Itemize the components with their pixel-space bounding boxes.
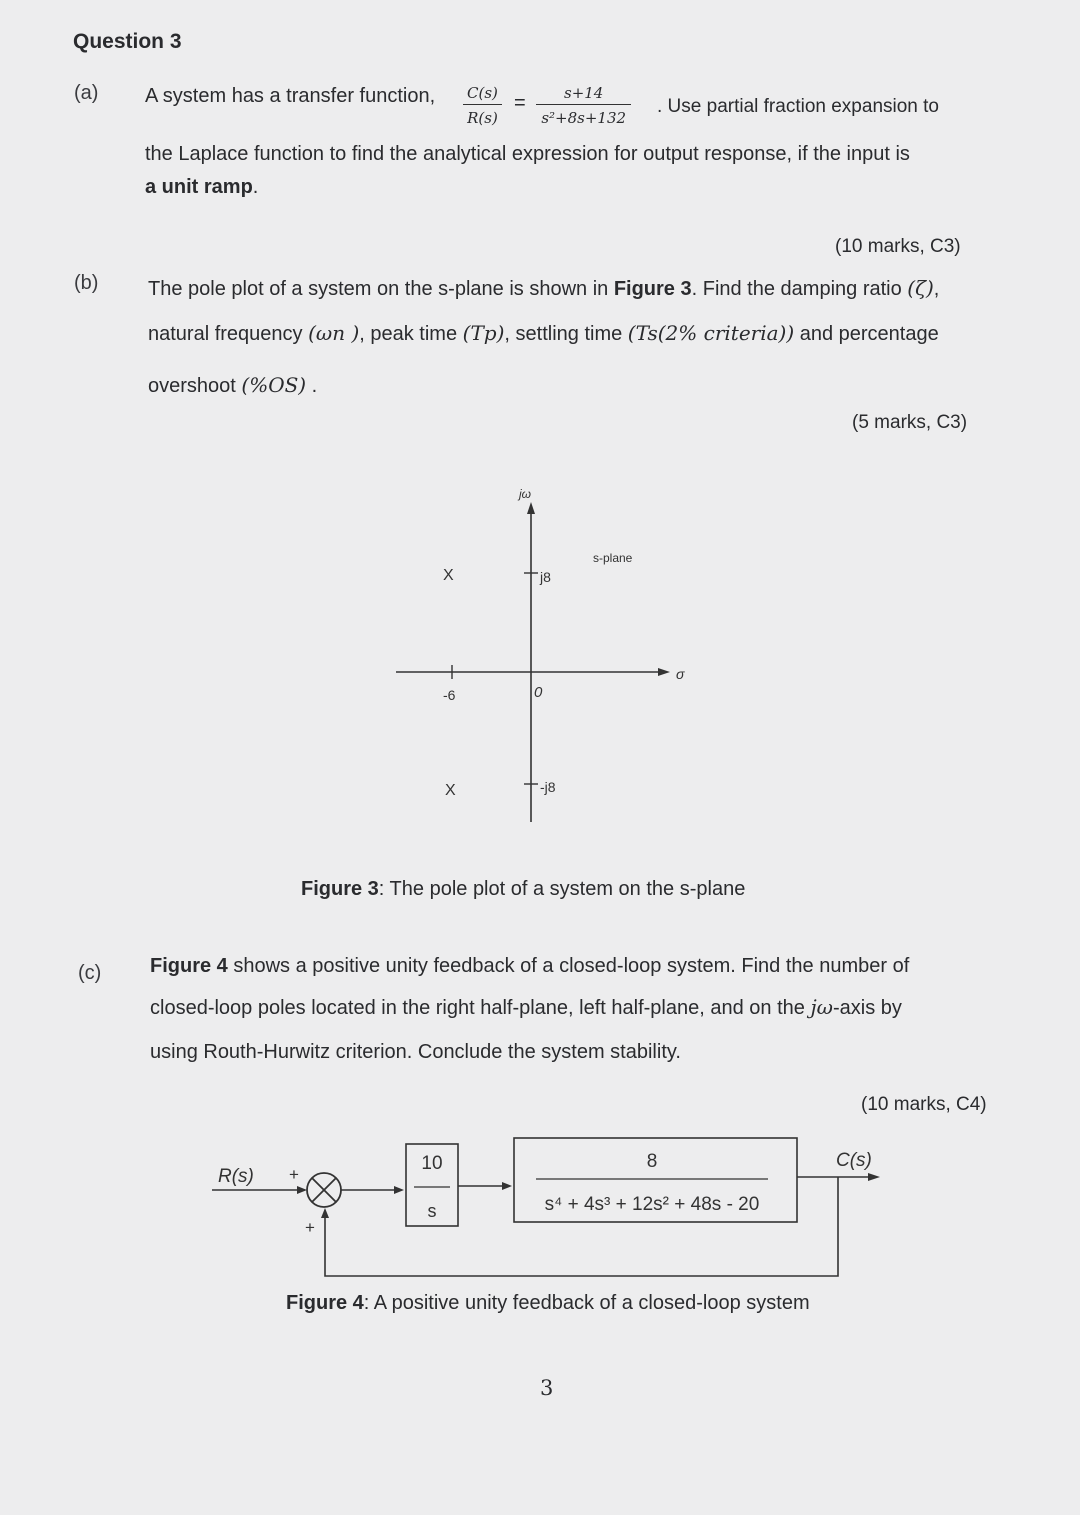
- axis-real-label: σ: [676, 666, 685, 682]
- s-plane-label: s-plane: [593, 551, 633, 565]
- part-a-line1-suffix: . Use partial fraction expansion to: [657, 96, 939, 117]
- origin-label: 0: [534, 684, 543, 701]
- part-c-line2-b: -axis by: [832, 997, 902, 1019]
- part-b-figure-ref: Figure 3: [613, 278, 692, 300]
- part-c-line1-rest: shows a positive unity feedback of a closed-loop system. Find the number of: [227, 955, 910, 977]
- figure4-block-diagram: [0, 1100, 1080, 1300]
- part-c-label: (c): [78, 962, 102, 984]
- sign-bottom: +: [305, 1218, 315, 1237]
- part-a-line2: the Laplace function to find the analytical expression for output response, if the input is: [145, 143, 910, 165]
- imag-axis-arrow: [527, 502, 535, 514]
- tf-equals: =: [514, 92, 526, 114]
- part-a-line3-end: .: [252, 176, 259, 198]
- part-c-marks: (10 marks, C4): [861, 1094, 987, 1115]
- page-number: 3: [540, 1376, 554, 1400]
- tf-rhs-den: s²+8s+132: [541, 109, 627, 127]
- feedback-path: [325, 1177, 838, 1276]
- figure4-caption-bold: Figure 4: [286, 1292, 364, 1314]
- block2-num: 8: [646, 1151, 658, 1172]
- block2-in-arrow: [502, 1182, 512, 1190]
- part-b-label: (b): [74, 272, 99, 294]
- pole-upper: X: [443, 567, 454, 584]
- part-b-line2-b: , peak time: [359, 323, 463, 345]
- part-a-label: (a): [74, 82, 99, 104]
- block1-num: 10: [421, 1153, 443, 1174]
- natural-frequency-symbol: (ωn ): [308, 321, 360, 345]
- part-b-line2-d: and percentage: [794, 323, 939, 345]
- part-b-line2-c: , settling time: [504, 323, 628, 345]
- block1-den: s: [427, 1201, 437, 1221]
- part-a-unit-ramp: a unit ramp: [145, 176, 253, 198]
- part-b-marks: (5 marks, C3): [852, 412, 968, 433]
- figure3-caption-rest: : The pole plot of a system on the s-plane: [378, 878, 746, 900]
- pole-lower: X: [445, 782, 456, 799]
- damping-ratio-symbol: (ζ): [907, 276, 934, 300]
- part-b-line1-mid: . Find the damping ratio: [691, 278, 908, 300]
- output-arrow: [868, 1173, 880, 1181]
- question-title: Question 3: [73, 30, 182, 53]
- part-c-figure-ref: Figure 4: [150, 955, 228, 977]
- settling-time-symbol: (Ts(2% criteria)): [627, 321, 795, 345]
- figure4-caption-rest: : A positive unity feedback of a closed-loop system: [363, 1292, 810, 1314]
- tf-lhs-num: C(s): [463, 84, 502, 105]
- part-b-line3-a: overshoot: [148, 375, 242, 397]
- output-label: C(s): [836, 1150, 872, 1171]
- jw-axis-symbol: jω: [810, 995, 833, 1019]
- figure4-caption: [286, 1292, 810, 1315]
- tf-rhs-num: s+14: [536, 84, 631, 105]
- part-c-line1: [150, 956, 909, 976]
- figure3-caption-bold: Figure 3: [301, 878, 379, 900]
- tick-label-neg-j8: -j8: [540, 779, 556, 795]
- part-a-line1-prefix: A system has a transfer function,: [145, 85, 436, 107]
- part-b-line1-prefix: The pole plot of a system on the s-plane is shown in: [148, 278, 614, 300]
- tf-lhs-den: R(s): [467, 109, 498, 127]
- part-c-line2-a: closed-loop poles located in the right half-plane, left half-plane, and on the: [150, 997, 811, 1019]
- part-b-line1-end: ,: [933, 278, 940, 300]
- block2-den: s⁴ + 4s³ + 12s² + 48s - 20: [544, 1194, 760, 1215]
- tick-label-neg-6: -6: [443, 687, 456, 703]
- part-c-line2: [150, 997, 902, 1018]
- input-arrow: [297, 1186, 307, 1194]
- part-c-line3: using Routh-Hurwitz criterion. Conclude the system stability.: [150, 1041, 681, 1063]
- sign-top: +: [289, 1165, 299, 1184]
- input-label: R(s): [218, 1166, 254, 1187]
- part-b-line3-end: .: [306, 375, 318, 397]
- real-axis-arrow: [658, 668, 670, 676]
- figure3-caption: [301, 878, 745, 901]
- block1-in-arrow: [394, 1186, 404, 1194]
- axis-imag-label: jω: [519, 487, 532, 501]
- part-b-line2-a: natural frequency: [148, 323, 309, 345]
- part-a-marks: (10 marks, C3): [835, 236, 961, 257]
- overshoot-symbol: (%OS): [241, 373, 307, 397]
- peak-time-symbol: (Tp): [462, 321, 505, 345]
- tick-label-j8: j8: [540, 569, 551, 585]
- feedback-arrow: [321, 1208, 329, 1218]
